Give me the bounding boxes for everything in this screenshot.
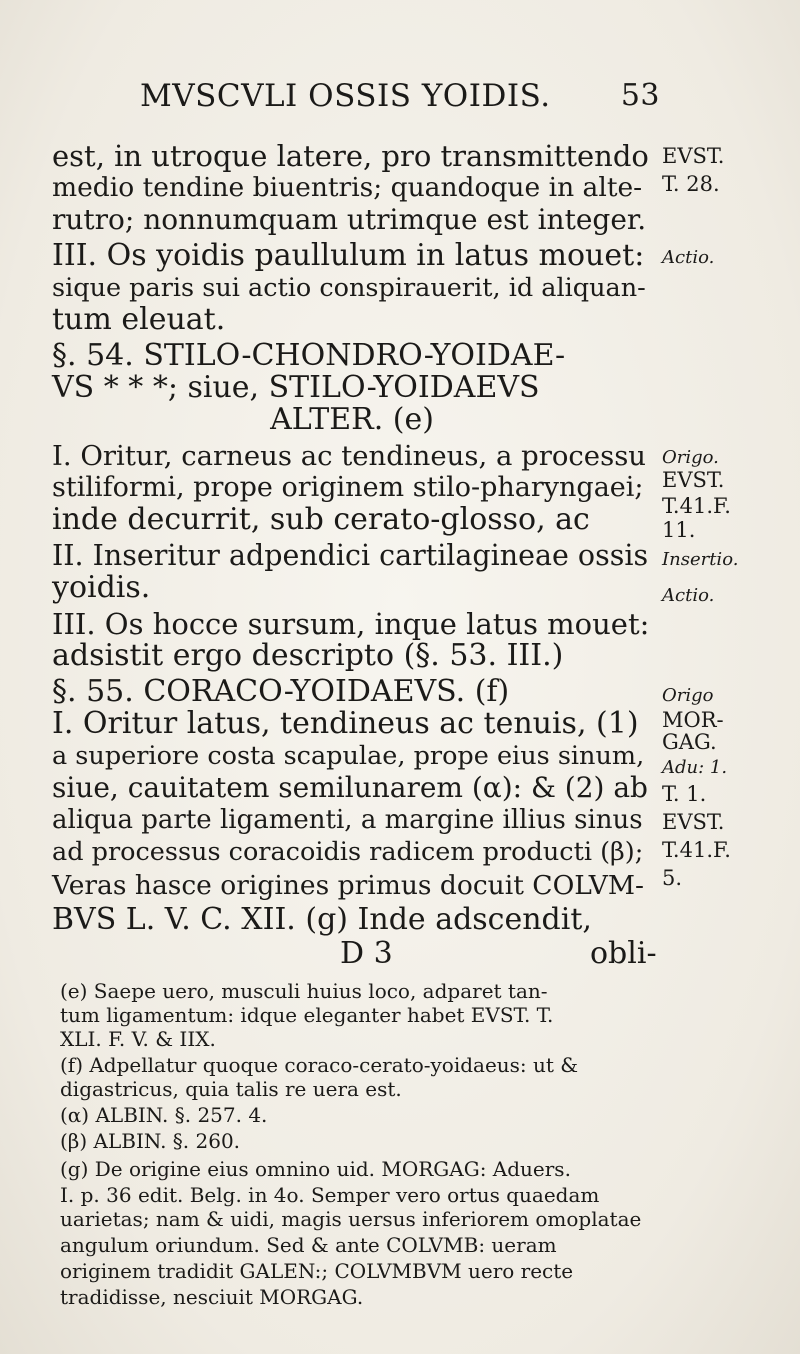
margin-note: T.41.F. bbox=[662, 838, 731, 862]
signature-mark: D 3 bbox=[340, 936, 393, 971]
text-line: ad processus coracoidis radicem producti (β); bbox=[52, 837, 644, 867]
text-line: I. Oritur, carneus ac tendineus, a processu bbox=[52, 440, 647, 472]
margin-note: Insertio. bbox=[662, 549, 739, 570]
margin-note: EVST. bbox=[662, 810, 725, 834]
footnote-line: (α) ALBIN. §. 257. 4. bbox=[60, 1103, 268, 1127]
footnote-line: (β) ALBIN. §. 260. bbox=[60, 1129, 241, 1153]
margin-note: Adu: 1. bbox=[662, 757, 728, 778]
section-heading: §. 55. CORACO-YOIDAEVS. (f) bbox=[52, 674, 510, 709]
text-line: sique paris sui actio conspirauerit, id aliquan- bbox=[52, 273, 646, 303]
page-number: 53 bbox=[620, 78, 660, 113]
margin-note: T. 28. bbox=[662, 172, 720, 196]
text-line: adsistit ergo descripto (§. 53. III.) bbox=[52, 638, 564, 673]
catchword: obli- bbox=[590, 936, 657, 971]
text-line: est, in utroque latere, pro transmittendo bbox=[52, 139, 649, 173]
footnote-line: uarietas; nam & uidi, magis uersus inferiorem omoplatae bbox=[60, 1207, 642, 1231]
footnote-line: (e) Saepe uero, musculi huius loco, adparet tan- bbox=[60, 979, 548, 1003]
margin-note: 11. bbox=[662, 518, 696, 542]
text-line: II. Inseritur adpendici cartilagineae ossis bbox=[52, 539, 649, 572]
footnote-line: (g) De origine eius omnino uid. MORGAG: Aduers. bbox=[60, 1157, 571, 1181]
footnote-line: I. p. 36 edit. Belg. in 4o. Semper vero ortus quaedam bbox=[60, 1183, 600, 1207]
section-heading: ALTER. (e) bbox=[270, 402, 434, 437]
section-heading: §. 54. STILO-CHONDRO-YOIDAE- bbox=[52, 338, 566, 373]
footnote-line: originem tradidit GALEN:; COLVMBVM uero recte bbox=[60, 1259, 574, 1283]
running-head bbox=[140, 78, 660, 114]
margin-note: T. 1. bbox=[662, 782, 707, 806]
text-line: yoidis. bbox=[52, 570, 151, 605]
margin-note: MOR- bbox=[662, 708, 724, 732]
text-line: Veras hasce origines primus docuit COLVM- bbox=[52, 870, 644, 901]
running-title: MVSCVLI OSSIS YOIDIS. bbox=[140, 78, 551, 114]
text-line: III. Os yoidis paullulum in latus mouet: bbox=[52, 238, 645, 273]
footnote-line: tum ligamentum: idque eleganter habet EVST. T. bbox=[60, 1003, 554, 1027]
text-line: inde decurrit, sub cerato-glosso, ac bbox=[52, 502, 590, 537]
text-line: siue, cauitatem semilunarem (α): & (2) ab bbox=[52, 771, 648, 804]
footnote-line: digastricus, quia talis re uera est. bbox=[60, 1077, 402, 1101]
footnote-line: (f) Adpellatur quoque coraco-cerato-yoidaeus: ut & bbox=[60, 1053, 579, 1077]
footnote-line: angulum oriundum. Sed & ante COLVMB: ueram bbox=[60, 1233, 557, 1257]
text-line: BVS L. V. C. XII. (g) Inde adscendit, bbox=[52, 902, 592, 937]
margin-note: Origo bbox=[662, 685, 714, 706]
text-line: a superiore costa scapulae, prope eius sinum, bbox=[52, 741, 645, 771]
margin-note: 5. bbox=[662, 866, 683, 890]
margin-note: GAG. bbox=[662, 730, 717, 754]
text-line: I. Oritur latus, tendineus ac tenuis, (1) bbox=[52, 706, 639, 741]
section-heading: VS * * *; siue, STILO-YOIDAEVS bbox=[52, 370, 540, 405]
margin-note: EVST. bbox=[662, 144, 725, 168]
margin-note: EVST. bbox=[662, 468, 725, 492]
text-line: III. Os hocce sursum, inque latus mouet: bbox=[52, 607, 650, 641]
margin-note: Origo. bbox=[662, 447, 719, 468]
margin-note: Actio. bbox=[662, 585, 715, 606]
text-line: rutro; nonnumquam utrimque est integer. bbox=[52, 203, 647, 236]
footnote-line: XLI. F. V. & IIX. bbox=[60, 1027, 216, 1051]
text-line: stiliformi, prope originem stilo-pharyngaei; bbox=[52, 472, 644, 503]
margin-note: Actio. bbox=[662, 247, 715, 268]
footnote-line: tradidisse, nesciuit MORGAG. bbox=[60, 1285, 364, 1309]
text-line: medio tendine biuentris; quandoque in alte- bbox=[52, 172, 643, 203]
text-line: aliqua parte ligamenti, a margine illius sinus bbox=[52, 805, 643, 835]
text-line: tum eleuat. bbox=[52, 302, 226, 337]
margin-note: T.41.F. bbox=[662, 494, 731, 518]
